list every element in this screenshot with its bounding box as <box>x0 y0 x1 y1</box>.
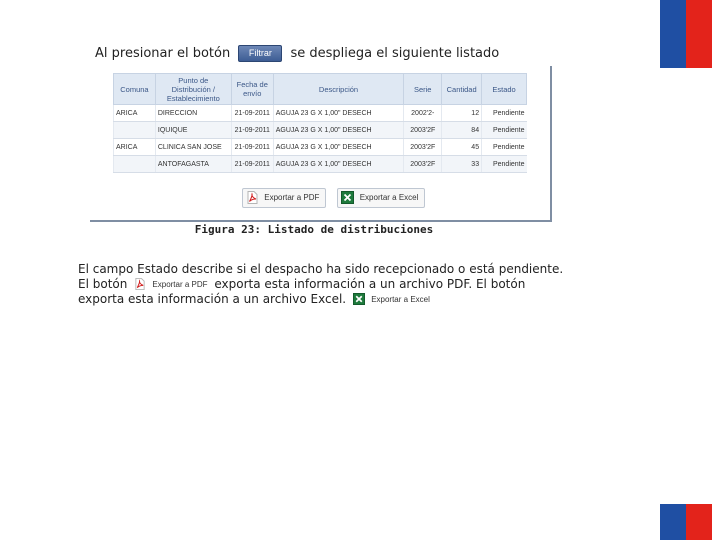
inline-export-pdf-label: Exportar a PDF <box>152 279 208 289</box>
cell-serie: 2002'2- <box>404 105 442 122</box>
flag-accent-top <box>660 0 712 68</box>
cell-comuna <box>114 122 156 139</box>
para-line-3 <box>78 292 598 307</box>
cell-estado: Pendiente <box>482 105 527 122</box>
cell-comuna <box>114 156 156 173</box>
cell-estado: Pendiente <box>482 139 527 156</box>
cell-comuna: ARICA <box>114 105 156 122</box>
cell-descripcion: AGUJA 23 G X 1,00" DESECH <box>273 139 404 156</box>
table-row <box>114 105 527 122</box>
table-row <box>114 139 527 156</box>
cell-estado: Pendiente <box>482 156 527 173</box>
excel-file-icon <box>353 293 365 305</box>
cell-serie: 2003'2F <box>404 156 442 173</box>
flag-red-band <box>686 504 712 540</box>
export-excel-label: Exportar a Excel <box>359 192 419 202</box>
intro-sentence <box>95 45 499 62</box>
para-line-3-text: exporta esta información a un archivo Excel. <box>78 292 347 306</box>
export-pdf-label: Exportar a PDF <box>264 192 320 202</box>
filtrar-button: Filtrar <box>238 45 282 62</box>
pdf-file-icon <box>134 278 146 290</box>
cell-estado: Pendiente <box>482 122 527 139</box>
intro-text-before: Al presionar el botón <box>95 46 231 61</box>
inline-export-excel-button <box>350 293 433 307</box>
intro-text-after: se despliega el siguiente listado <box>290 46 500 61</box>
cell-cantidad: 33 <box>442 156 482 173</box>
cell-punto: IQUIQUE <box>155 122 231 139</box>
column-header: Punto de Distribución / Establecimiento <box>155 74 231 105</box>
excel-file-icon <box>341 191 354 204</box>
cell-fecha: 21-09-2011 <box>231 105 273 122</box>
cell-fecha: 21-09-2011 <box>231 139 273 156</box>
flag-blue-band <box>660 504 686 540</box>
table-header-row <box>114 74 527 105</box>
export-buttons <box>242 187 431 208</box>
cell-punto: ANTOFAGASTA <box>155 156 231 173</box>
export-excel-button <box>337 188 425 208</box>
column-header: Fecha de envío <box>231 74 273 105</box>
cell-comuna: ARICA <box>114 139 156 156</box>
table-row <box>114 156 527 173</box>
figure-frame <box>90 66 552 222</box>
column-header: Comuna <box>114 74 156 105</box>
para-line-2-end: exporta esta información a un archivo PDF. El botón <box>214 277 526 291</box>
cell-punto: CLINICA SAN JOSE <box>155 139 231 156</box>
distribution-table <box>113 73 527 173</box>
distribution-table-wrap <box>113 73 527 173</box>
cell-descripcion: AGUJA 23 G X 1,00" DESECH <box>273 122 404 139</box>
inline-export-pdf-button <box>131 278 210 292</box>
figure-caption: Figura 23: Listado de distribuciones <box>194 223 434 236</box>
cell-serie: 2003'2F <box>404 122 442 139</box>
flag-blue-band <box>660 0 686 68</box>
cell-cantidad: 84 <box>442 122 482 139</box>
para-line-1: El campo Estado describe si el despacho ha sido recepcionado o está pendiente. <box>78 262 564 276</box>
cell-cantidad: 12 <box>442 105 482 122</box>
pdf-file-icon <box>246 191 259 204</box>
column-header: Descripción <box>273 74 404 105</box>
cell-cantidad: 45 <box>442 139 482 156</box>
cell-descripcion: AGUJA 23 G X 1,00" DESECH <box>273 105 404 122</box>
cell-fecha: 21-09-2011 <box>231 156 273 173</box>
cell-punto: DIRECCION <box>155 105 231 122</box>
para-line-2 <box>78 277 598 292</box>
para-line-2-start: El botón <box>78 277 128 291</box>
cell-descripcion: AGUJA 23 G X 1,00" DESECH <box>273 156 404 173</box>
column-header: Cantidad <box>442 74 482 105</box>
flag-accent-bottom <box>660 504 712 540</box>
explanation-paragraph <box>78 262 598 307</box>
cell-fecha: 21-09-2011 <box>231 122 273 139</box>
cell-serie: 2003'2F <box>404 139 442 156</box>
export-pdf-button <box>242 188 326 208</box>
column-header: Estado <box>482 74 527 105</box>
inline-export-excel-label: Exportar a Excel <box>371 294 430 304</box>
flag-red-band <box>686 0 712 68</box>
column-header: Serie <box>404 74 442 105</box>
table-row <box>114 122 527 139</box>
